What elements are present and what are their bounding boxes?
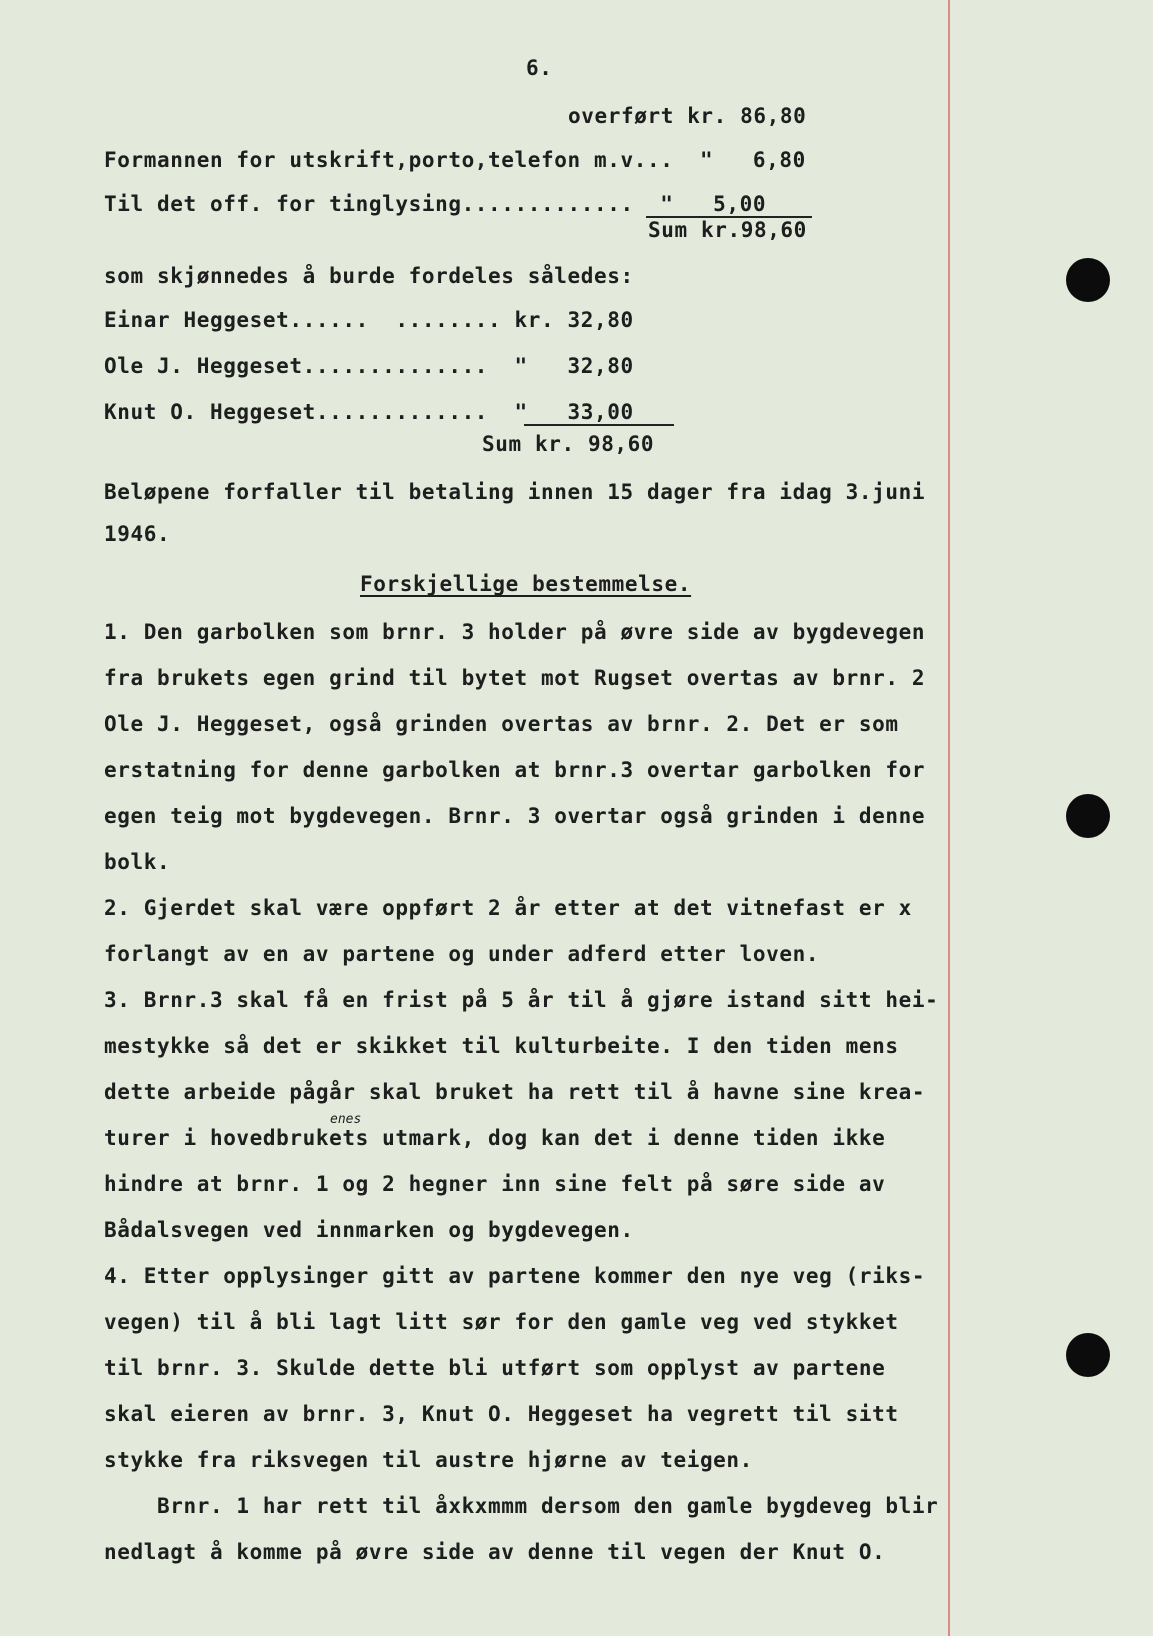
provision-line: 1. Den garbolken som brnr. 3 holder på øvre side av bygdevegen <box>104 620 926 644</box>
provision-line: hindre at brnr. 1 og 2 hegner inn sine felt på søre side av <box>104 1172 886 1196</box>
distribution-sum: Sum kr. 98,60 <box>482 432 655 456</box>
punch-hole <box>1066 1333 1110 1377</box>
margin-line <box>948 0 950 1636</box>
handwritten-insert: enes <box>330 1112 362 1127</box>
provision-line: 2. Gjerdet skal være oppført 2 år etter at det vitnefast er x <box>104 896 912 920</box>
provision-line: 3. Brnr.3 skal få en frist på 5 år til å gjøre istand sitt hei- <box>104 988 939 1012</box>
page-number: 6. <box>526 56 553 80</box>
cost-sum: Sum kr.98,60 <box>648 218 807 242</box>
provision-line: nedlagt å komme på øvre side av denne til vegen der Knut O. <box>104 1540 886 1564</box>
provision-line: fra brukets egen grind til bytet mot Rugset overtas av brnr. 2 <box>104 666 926 690</box>
provision-line: mestykke så det er skikket til kulturbeite. I den tiden mens <box>104 1034 899 1058</box>
punch-hole <box>1066 258 1110 302</box>
distribution-intro: som skjønnedes å burde fordeles således: <box>104 264 634 288</box>
section-heading: Forskjellige bestemmelse. <box>360 572 692 596</box>
provision-line: Brnr. 1 har rett til åxkxmmm dersom den gamle bygdeveg blir <box>104 1494 939 1518</box>
provision-line: Ole J. Heggeset, også grinden overtas av brnr. 2. Det er som <box>104 712 899 736</box>
provision-line: til brnr. 3. Skulde dette bli utført som opplyst av partene <box>104 1356 886 1380</box>
payment-text: 1946. <box>104 522 171 546</box>
cost-line: Til det off. for tinglysing............. " 5,00 <box>104 192 767 216</box>
provision-line: dette arbeide pågår skal bruket ha rett til å havne sine krea- <box>104 1080 926 1104</box>
carried-over-amount: overført kr. 86,80 <box>568 104 807 128</box>
sum-rule <box>524 424 674 426</box>
provision-line: erstatning for denne garbolken at brnr.3 overtar garbolken for <box>104 758 926 782</box>
cost-line: Formannen for utskrift,porto,telefon m.v... " 6,80 <box>104 148 806 172</box>
distribution-row: Einar Heggeset...... ........ kr. 32,80 <box>104 308 634 332</box>
punch-hole <box>1066 794 1110 838</box>
payment-text: Beløpene forfaller til betaling innen 15 dager fra idag 3.juni <box>104 480 926 504</box>
provision-line: turer i hovedbrukets utmark, dog kan det i denne tiden ikke <box>104 1126 886 1150</box>
provision-line: bolk. <box>104 850 171 874</box>
distribution-row: Ole J. Heggeset.............. " 32,80 <box>104 354 634 378</box>
provision-line: egen teig mot bygdevegen. Brnr. 3 overtar også grinden i denne <box>104 804 926 828</box>
provision-line: vegen) til å bli lagt litt sør for den gamle veg ved stykket <box>104 1310 899 1334</box>
distribution-row: Knut O. Heggeset............. " 33,00 <box>104 400 634 424</box>
provision-line: skal eieren av brnr. 3, Knut O. Heggeset ha vegrett til sitt <box>104 1402 899 1426</box>
provision-line: forlangt av en av partene og under adferd etter loven. <box>104 942 820 966</box>
provision-line: stykke fra riksvegen til austre hjørne av teigen. <box>104 1448 753 1472</box>
provision-line: 4. Etter opplysinger gitt av partene kommer den nye veg (riks- <box>104 1264 926 1288</box>
provision-line: Bådalsvegen ved innmarken og bygdevegen. <box>104 1218 634 1242</box>
